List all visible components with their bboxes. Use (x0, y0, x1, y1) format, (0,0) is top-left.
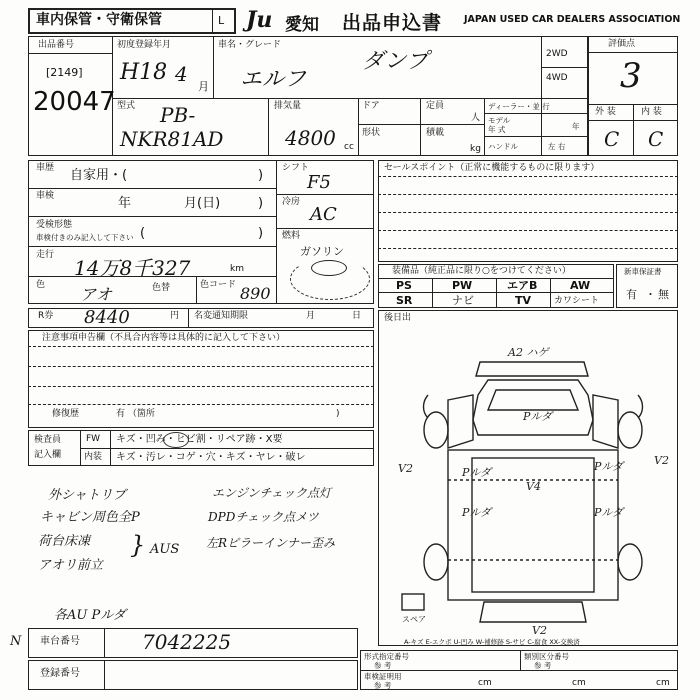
diag-right-note: V2 (654, 454, 669, 467)
cert-size-label: 車検証明用 (364, 672, 402, 681)
inspector-int-items: キズ・汚レ・コゲ・穴・キズ・ヤレ・破レ (116, 452, 306, 463)
cert-size-sub: 参 考 (374, 681, 392, 690)
equipment-pw: PW (452, 279, 473, 292)
interior-score: C (648, 127, 664, 151)
dealer-year-label: 年 式 (488, 125, 506, 134)
cert-dim-unit-c: cm (656, 678, 670, 688)
recycle-label: R券 (38, 311, 54, 321)
color-code-value: 890 (240, 284, 271, 303)
diag-left-note: V2 (398, 462, 413, 475)
form-title: 出品申込書 (342, 12, 443, 34)
equipment-label: 装備品（純正品に限り○をつけてください） (392, 266, 571, 276)
equipment-leather: カワシート (554, 296, 600, 306)
warranty-label: 新車保証書 (624, 267, 662, 276)
lot-sub-number: [2149] (46, 66, 83, 79)
shape-label: 形状 (362, 128, 381, 138)
storage-code: L (218, 14, 225, 27)
wheel-rear-left (424, 544, 448, 580)
receipt-label: 受検形態 (36, 220, 73, 230)
diagram-legend: A-キズ E-エクボ U-凹み W-補修跡 S-サビ C-腐食 XX-交換済 (404, 638, 580, 646)
color-change-label: 色替 (152, 283, 171, 293)
type-label: 型式 (117, 101, 136, 111)
receipt-open: ( (140, 226, 146, 241)
right-mirror (638, 395, 643, 418)
drive-2wd: 2WD (546, 49, 568, 59)
model-grade: ダンプ (362, 49, 429, 74)
rating-score: 3 (620, 56, 642, 96)
dealer-model-label: モデル (488, 116, 511, 125)
capacity-label: 定員 (426, 101, 445, 111)
dealer-row1: ディーラー・並 行 (488, 102, 550, 111)
registration-year: H18 (120, 60, 168, 85)
chassis-value: 7042225 (142, 630, 232, 654)
right-door (593, 395, 618, 448)
diag-cab-note: Pルダ (523, 410, 552, 423)
note-left-3: 荷台床凍 (38, 534, 91, 549)
fuel-label: 燃料 (282, 231, 301, 241)
dealer-year-unit: 年 (572, 122, 580, 131)
registration-month: 4 (175, 62, 188, 86)
wheel-front-right (618, 412, 642, 448)
type-prefix: PB- (160, 103, 196, 127)
repair-label: 修復歴 (52, 409, 80, 419)
exterior-score: C (604, 127, 620, 151)
windshield (488, 390, 578, 410)
diag-bed-note-2: Pルダ (594, 460, 623, 473)
inspection-label: 車検 (36, 191, 55, 201)
equipment-airbag: エアB (507, 279, 538, 292)
dealer-handle-value: 左 右 (548, 142, 566, 151)
recycle-value: 8440 (84, 307, 130, 328)
interior-label: 内 装 (641, 107, 662, 117)
note-brace-label: AUS (150, 542, 180, 557)
note-left-1: 外シャトリブ (48, 488, 126, 503)
cert-label2: 類別区分番号 (524, 652, 569, 661)
diag-bed-note-1: Pルダ (462, 466, 491, 479)
notes-label: 注意事項申告欄（不具合内容等は具体的に記入して下さい） (42, 333, 286, 343)
history-close: ) (258, 168, 264, 183)
inspector-label1: 検査員 (34, 435, 62, 445)
cert-dim-unit-a: cm (478, 678, 492, 688)
capacity-unit: 人 (471, 113, 481, 123)
aircon-value: AC (310, 204, 337, 225)
cert-sub2: 参 考 (534, 661, 552, 670)
fw-scratch-circle (163, 432, 189, 448)
rear-label: 後日出 (384, 313, 412, 323)
history-label: 車歴 (36, 163, 55, 173)
rear-gate (480, 602, 586, 622)
diag-bottom-note: V2 (532, 624, 547, 636)
shift-value: F5 (307, 172, 331, 193)
equipment-aw: AW (570, 279, 591, 292)
notes-box (28, 330, 374, 428)
cert-sub1: 参 考 (374, 661, 392, 670)
notice-month: 月 (306, 311, 316, 321)
notice-day: 日 (352, 311, 362, 321)
diag-bed-note-4: Pルダ (594, 506, 623, 519)
door-label: ドア (362, 101, 380, 111)
displacement-label: 排気量 (274, 101, 302, 111)
inspector-fw-items: キズ・凹み・ヒビ割・リペア跡・X要 (116, 434, 283, 445)
model-label: 車名・グレード (218, 40, 282, 50)
recycle-unit: 円 (170, 311, 180, 321)
dealer-handle-label: ハンドル (488, 142, 518, 151)
diag-top-note: A2 ハゲ (508, 346, 549, 359)
spare-tire (402, 594, 424, 610)
fuel-value: ガソリン (300, 245, 344, 258)
notice-label: 名変通知期限 (194, 311, 249, 321)
cab-outline (473, 380, 593, 435)
lot-number: 20047 (33, 87, 116, 117)
wheel-rear-right (618, 544, 642, 580)
history-value: 自家用・( (70, 168, 128, 183)
equipment-sr: SR (396, 294, 413, 307)
displacement-value: 4800 (285, 126, 336, 150)
exterior-label: 外 装 (595, 107, 616, 117)
receipt-close: ) (258, 226, 264, 241)
note-brace: } (130, 531, 146, 559)
inspector-label2: 記入欄 (34, 450, 62, 460)
displacement-unit: cc (344, 142, 354, 152)
type-code: NKR81AD (120, 127, 224, 151)
color-code-label: 色コード (200, 280, 237, 290)
mileage-value: 14万8千327 (74, 256, 191, 280)
equipment-tv: TV (515, 294, 532, 307)
note-right-2: DPDチェック点メツ (208, 510, 319, 524)
inspector-int-label: 内装 (84, 452, 103, 462)
inspector-fw-label: FW (86, 434, 101, 444)
diag-spare-label: スペア (402, 615, 426, 624)
repair-value: 有 （箇所 (116, 409, 155, 419)
org-name: 愛知 (285, 15, 319, 35)
storage-label: 車内保管・守衛保管 (36, 12, 162, 28)
color-value: アオ (80, 285, 112, 304)
note-left-4: アオリ前立 (38, 558, 103, 573)
model-name: エルフ (240, 67, 307, 92)
front-bumper (476, 362, 588, 376)
rating-label: 評価点 (608, 39, 636, 49)
truck-diagram (388, 340, 674, 636)
mileage-unit: km (230, 264, 244, 274)
note-left-2: キャビン周色全P (40, 510, 140, 525)
diag-bed-note-3: Pルダ (462, 506, 491, 519)
ju-logo: Ju (246, 7, 273, 33)
note-right-3: 左Rピラーインナー歪み (206, 536, 336, 550)
mileage-label: 走行 (36, 250, 55, 260)
margin-mark: N (10, 634, 22, 649)
fuel-arc (290, 258, 370, 300)
lot-label: 出品番号 (38, 40, 75, 50)
selling-points-label: セールスポイント（正常に機能するものに限ります） (384, 163, 600, 173)
cert-label1: 形式指定番号 (364, 652, 409, 661)
note-right-1: エンジンチェック点灯 (212, 486, 332, 500)
registration-month-unit: 月 (198, 80, 209, 93)
warranty-separator: ・ (645, 288, 656, 301)
shift-label: シフト (282, 163, 310, 173)
color-label: 色 (36, 280, 46, 290)
load-unit: kg (470, 144, 481, 154)
chassis-label: 車台番号 (40, 636, 80, 647)
registration-label: 初度登録年月 (117, 40, 172, 50)
left-door (448, 395, 473, 448)
repair-close: ) (336, 409, 340, 419)
cert-dim-unit-b: cm (572, 678, 586, 688)
wheel-front-left (424, 412, 448, 448)
warranty-no: 無 (658, 288, 669, 301)
equipment-ps: PS (396, 279, 412, 292)
association-name: JAPAN USED CAR DEALERS ASSOCIATION (464, 14, 681, 25)
inspection-year: 年 (118, 196, 132, 211)
inspection-close: ) (258, 196, 264, 211)
aircon-label: 冷房 (282, 197, 301, 207)
drive-4wd: 4WD (546, 73, 568, 83)
equipment-navi: ナビ (452, 294, 474, 307)
load-label: 積載 (426, 128, 445, 138)
note-bottom: 各AU Pルダ (54, 608, 126, 623)
left-mirror (424, 395, 429, 418)
receipt-note: 車検付きのみ記入して下さい (36, 233, 134, 242)
inspection-month: 月(日) (184, 196, 221, 211)
warranty-yes: 有 (626, 288, 637, 301)
reg-number-label: 登録番号 (40, 668, 80, 679)
diag-center-note: V4 (526, 480, 541, 493)
